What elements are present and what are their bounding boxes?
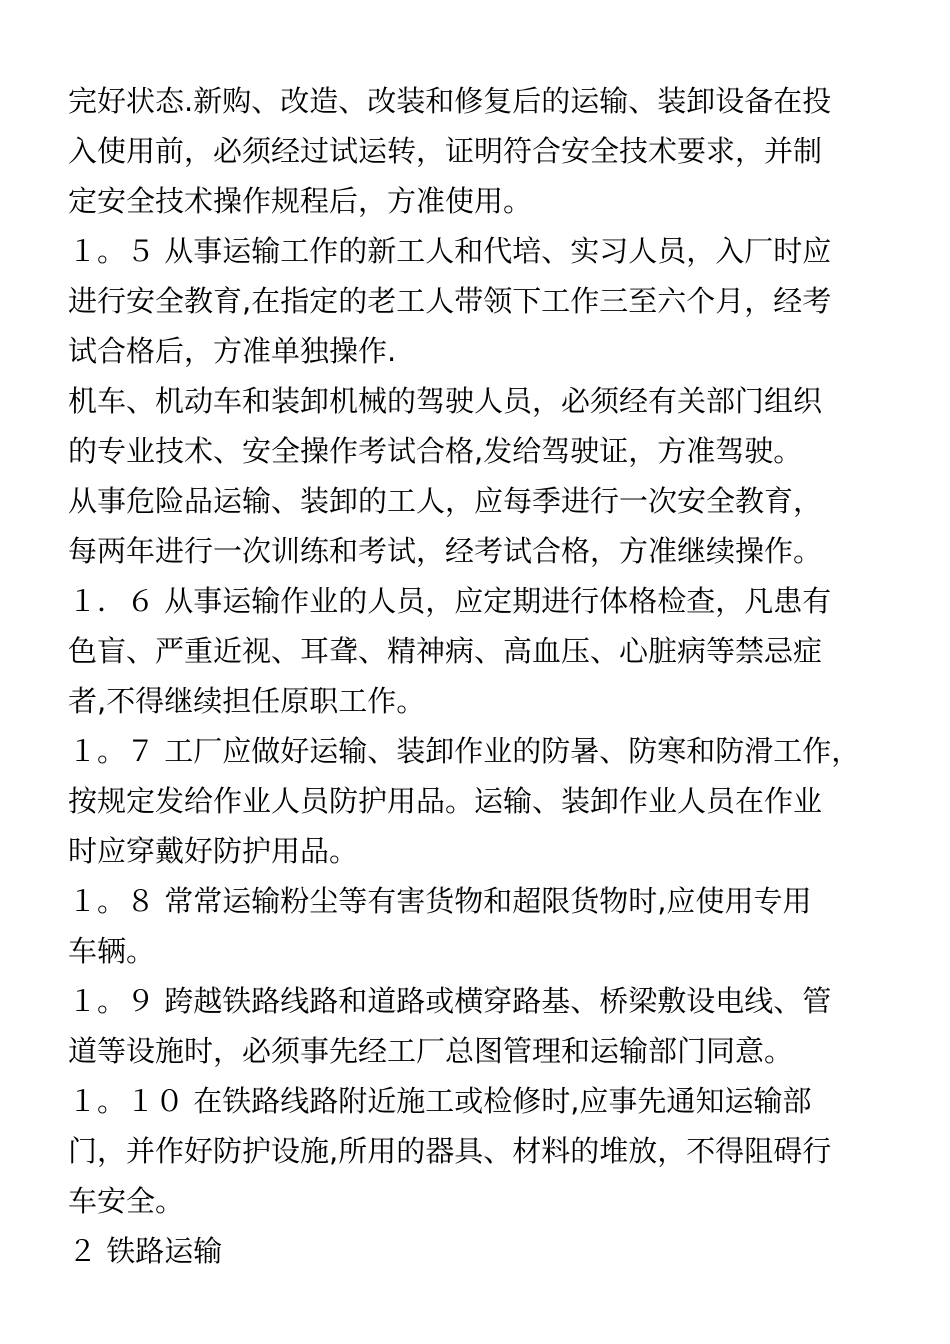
text-line: 道等设施时，必须事先经工厂总图管理和运输部门同意。	[68, 1034, 794, 1068]
text-line: 从事危险品运输、装卸的工人，应每季进行一次安全教育，	[68, 484, 823, 518]
section-1-10-line: １。１０ 在铁路线路附近施工或检修时,应事先通知运输部	[68, 1084, 812, 1118]
text-line: 进行安全教育,在指定的老工人带领下工作三至六个月，经考	[68, 284, 832, 318]
text-line: 门，并作好防护设施,所用的器具、材料的堆放，不得阻碍行	[68, 1134, 832, 1168]
text-line: 试合格后，方准单独操作.	[68, 334, 397, 368]
text-line: 车安全。	[68, 1184, 185, 1218]
text-line: 车辆。	[68, 934, 156, 968]
section-1-8-line: １。８ 常常运输粉尘等有害货物和超限货物时,应使用专用	[68, 884, 812, 918]
section-1-6-line: １．６ 从事运输作业的人员，应定期进行体格检查，凡患有	[68, 584, 832, 618]
text-line: 时应穿戴好防护用品。	[68, 834, 359, 868]
text-line: 完好状态.新购、改造、改装和修复后的运输、装卸设备在投	[68, 84, 832, 118]
text-line: 色盲、严重近视、耳聋、精神病、高血压、心脏病等禁忌症	[68, 634, 823, 668]
section-2-heading: ２ 铁路运输	[68, 1234, 223, 1268]
section-1-7-line: １。７ 工厂应做好运输、装卸作业的防暑、防寒和防滑工作，	[68, 734, 861, 768]
text-line: 定安全技术操作规程后，方准使用。	[68, 184, 533, 218]
section-1-9-line: １。９ 跨越铁路线路和道路或横穿路基、桥梁敷设电线、管	[68, 984, 832, 1018]
text-line: 机车、机动车和装卸机械的驾驶人员，必须经有关部门组织	[68, 384, 823, 418]
text-line: 者,不得继续担任原职工作。	[68, 684, 426, 718]
document-body	[68, 76, 888, 1276]
text-line: 按规定发给作业人员防护用品。运输、装卸作业人员在作业	[68, 784, 823, 818]
text-line: 入使用前，必须经过试运转，证明符合安全技术要求，并制	[68, 134, 823, 168]
text-line: 每两年进行一次训练和考试，经考试合格，方准继续操作。	[68, 534, 823, 568]
text-line: 的专业技术、安全操作考试合格,发给驾驶证，方准驾驶。	[68, 434, 803, 468]
section-1-5-line: １。５ 从事运输工作的新工人和代培、实习人员，入厂时应	[68, 234, 832, 268]
